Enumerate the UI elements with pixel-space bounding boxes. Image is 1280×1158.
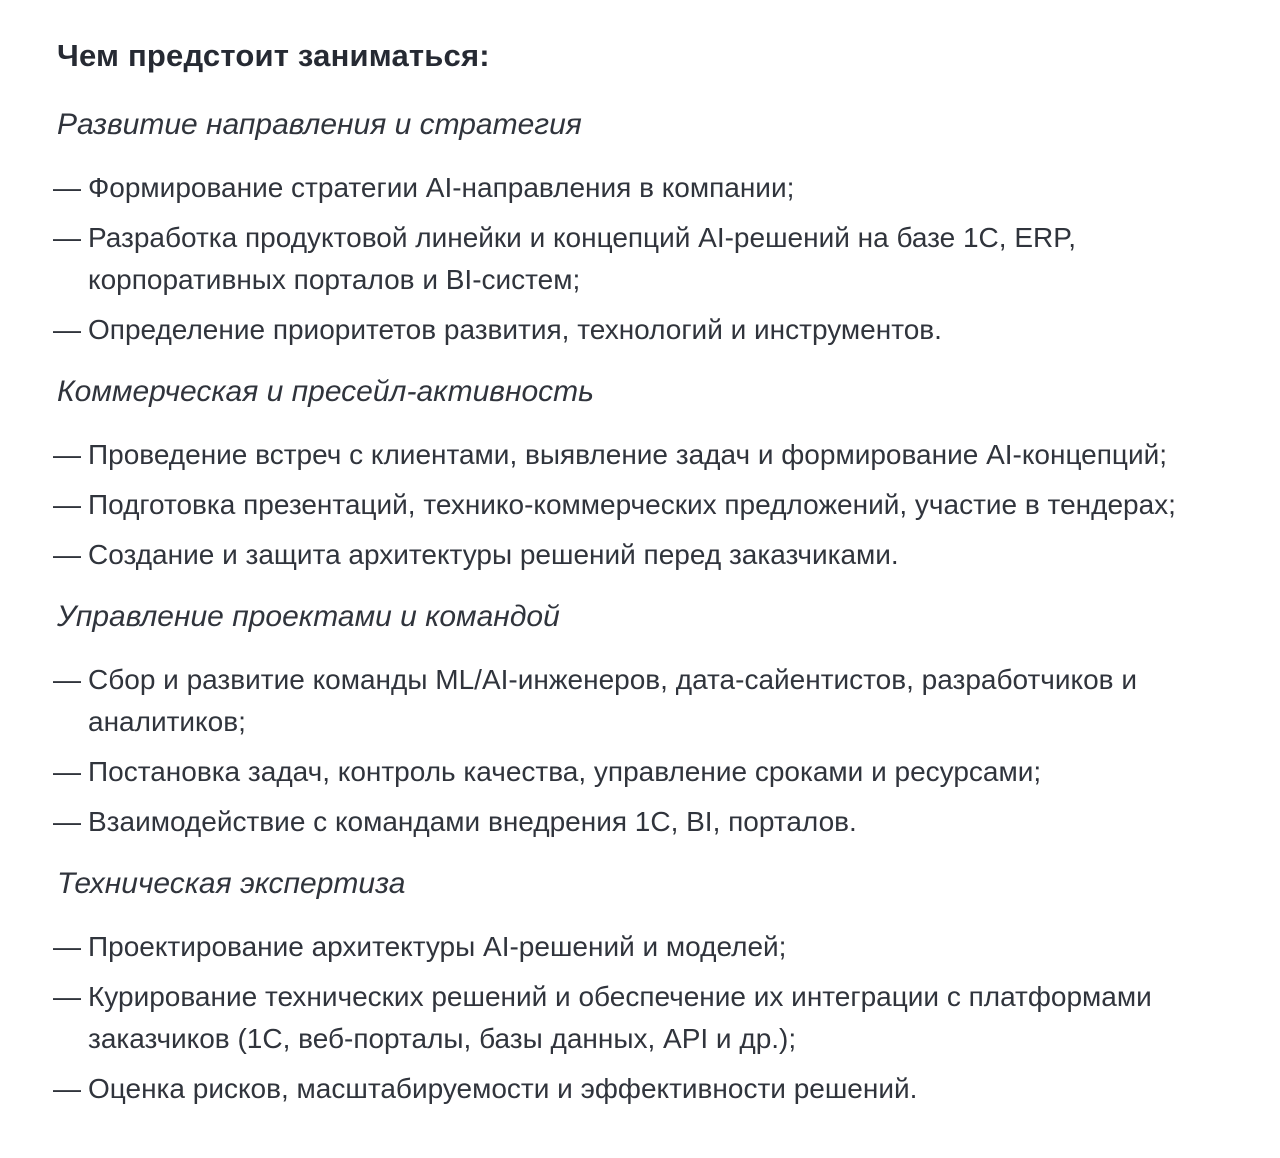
list-item	[53, 167, 1250, 209]
list-item	[53, 309, 1250, 351]
bullet-list	[53, 659, 1250, 843]
list-item-text: Постановка задач, контроль качества, управление сроками и ресурсами;	[88, 756, 1042, 787]
list-item	[53, 926, 1250, 968]
dash-bullet: —	[53, 931, 81, 962]
list-item-text: Сбор и развитие команды ML/AI-инженеров, дата-сайентистов, разработчиков и аналитиков;	[88, 664, 1137, 737]
dash-bullet: —	[53, 539, 81, 570]
dash-bullet: —	[53, 1073, 81, 1104]
job-section	[53, 104, 1250, 351]
dash-bullet: —	[53, 806, 81, 837]
dash-bullet: —	[53, 664, 81, 695]
list-item	[53, 801, 1250, 843]
list-item-text: Курирование технических решений и обеспечение их интеграции с платформами заказчиков (1С, веб-порталы, базы данных, API и др.);	[88, 981, 1152, 1054]
list-item-text: Проектирование архитектуры AI-решений и моделей;	[88, 931, 787, 962]
bullet-list	[53, 926, 1250, 1110]
list-item-text: Подготовка презентаций, технико-коммерческих предложений, участие в тендерах;	[88, 489, 1176, 520]
job-section	[53, 863, 1250, 1110]
list-item	[53, 976, 1250, 1060]
bullet-list	[53, 167, 1250, 351]
list-item-text: Определение приоритетов развития, технологий и инструментов.	[88, 314, 942, 345]
list-item	[53, 534, 1250, 576]
sections-container	[53, 104, 1250, 1110]
dash-bullet: —	[53, 222, 81, 253]
list-item-text: Проведение встреч с клиентами, выявление задач и формирование AI-концепций;	[88, 439, 1167, 470]
list-item	[53, 217, 1250, 301]
list-item-text: Создание и защита архитектуры решений перед заказчиками.	[88, 539, 899, 570]
job-section	[53, 596, 1250, 843]
list-item	[53, 1068, 1250, 1110]
section-title: Управление проектами и командой	[57, 600, 560, 633]
list-item-text: Разработка продуктовой линейки и концепций AI-решений на базе 1С, ERP, корпоративных порталов и BI-систем;	[88, 222, 1077, 295]
list-item	[53, 434, 1250, 476]
bullet-list	[53, 434, 1250, 576]
dash-bullet: —	[53, 756, 81, 787]
dash-bullet: —	[53, 439, 81, 470]
section-title: Развитие направления и стратегия	[57, 108, 582, 141]
dash-bullet: —	[53, 981, 81, 1012]
list-item	[53, 484, 1250, 526]
section-title: Техническая экспертиза	[57, 867, 406, 900]
list-item	[53, 751, 1250, 793]
list-item-text: Взаимодействие с командами внедрения 1С, BI, порталов.	[88, 806, 857, 837]
page-title: Чем предстоит заниматься:	[57, 38, 490, 73]
section-title: Коммерческая и пресейл-активность	[57, 375, 594, 408]
dash-bullet: —	[53, 172, 81, 203]
list-item	[53, 659, 1250, 743]
dash-bullet: —	[53, 489, 81, 520]
dash-bullet: —	[53, 314, 81, 345]
list-item-text: Оценка рисков, масштабируемости и эффективности решений.	[88, 1073, 918, 1104]
job-section	[53, 371, 1250, 576]
list-item-text: Формирование стратегии AI-направления в компании;	[88, 172, 795, 203]
